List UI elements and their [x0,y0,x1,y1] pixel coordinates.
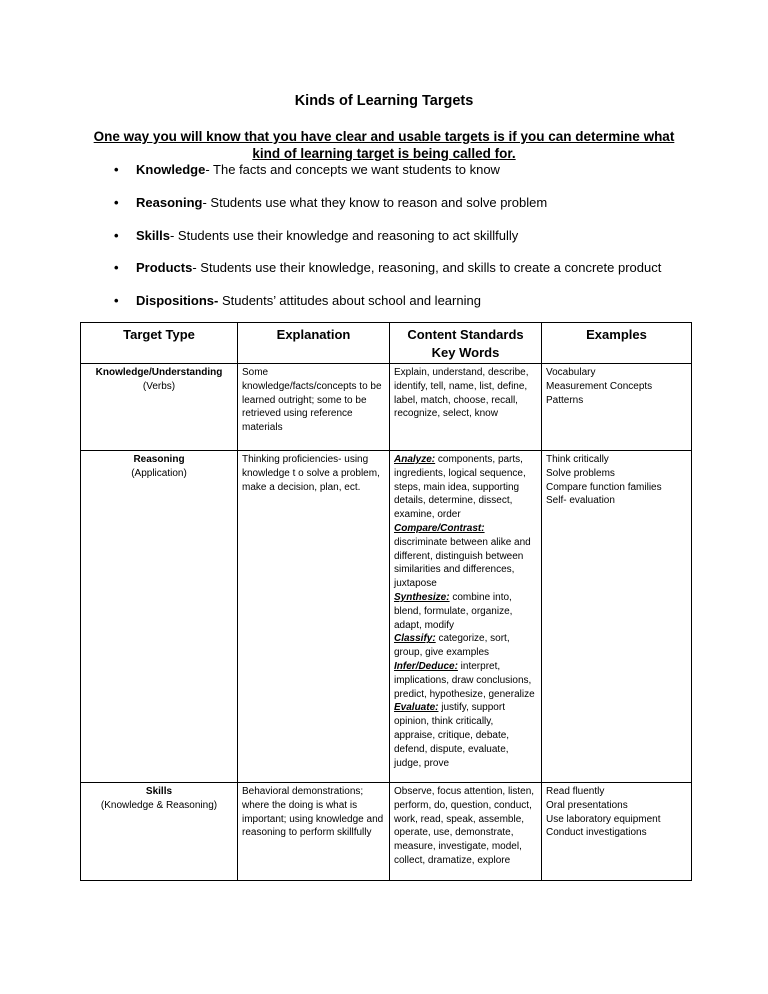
bullet-knowledge [114,162,500,177]
keyword-text: interpret, implications, draw conclusions, predict, hypothesize, generalize [394,660,535,700]
bullet-icon: • [114,162,119,177]
keyword-group-compare [394,522,537,591]
example-item: Vocabulary [546,367,596,378]
example-item: Read fluently [546,786,605,797]
bullet-text: - Students use their knowledge and reasoning to act skillfully [169,228,519,243]
keyword-text: combine into, blend, formulate, organize, adapt, modify [394,591,513,631]
target-type-sub: (Application) [131,467,187,479]
explanation-cell: Behavioral demonstrations; where the doing is what is important; using knowledge and reasoning to perform skillfully [238,783,390,881]
table-row [81,451,692,783]
bullet-text: Students’ attitudes about school and learning [218,293,481,308]
bullet-icon: • [114,228,119,243]
target-type-name: Skills [145,786,173,797]
header-content-standards [390,323,542,364]
example-item: Oral presentations [546,799,628,811]
keyword-group-analyze [394,453,537,522]
examples-cell [542,451,692,783]
header-content-standards-line1: Content Standards [407,327,524,342]
keyword-text: components, parts, ingredients, logical sequence, steps, main idea, supporting details, determine, dissect, examine, order [394,454,526,521]
keyword-group-classify [394,632,537,660]
example-item: Patterns [546,394,584,406]
keyword-label: Infer/Deduce: [394,660,458,672]
examples-cell [542,364,692,451]
bullet-text: - Students use their knowledge, reasoning, and skills to create a concrete product [192,260,662,275]
target-type-cell [81,364,238,451]
table-header-row [81,323,692,364]
header-explanation: Explanation [238,323,390,364]
table-row [81,364,692,451]
bullet-icon: • [114,195,119,210]
bullet-icon: • [114,293,119,308]
keyword-label: Compare/Contrast: [394,522,485,534]
page-title: Kinds of Learning Targets [294,93,474,109]
keyword-text: categorize, sort, group, give examples [394,633,510,659]
explanation-cell: Thinking proficiencies- using knowledge t o solve a problem, make a decision, plan, ect. [238,451,390,783]
bullet-dispositions [114,293,481,308]
bullet-term: Products [136,260,193,275]
bullet-text: - The facts and concepts we want students to know [205,162,500,177]
keywords-cell: Explain, understand, describe, identify, tell, name, list, define, label, match, choose, recall, recognize, select, know [390,364,542,451]
target-type-cell [81,451,238,783]
target-type-name: Reasoning [133,454,185,465]
bullet-term: Dispositions- [136,293,219,308]
target-type-sub: (Verbs) [142,380,176,392]
target-type-name: Knowledge/Understanding [95,367,223,378]
example-item: Think critically [546,454,609,465]
keywords-cell [390,451,542,783]
keyword-group-synthesize [394,591,537,632]
intro-statement: One way you will know that you have clear and usable targets is if you can determine what kind of learning target is being called for. [93,129,675,161]
bullet-skills [114,228,518,243]
keyword-label: Synthesize: [394,591,450,603]
examples-cell [542,783,692,881]
example-item: Solve problems [546,467,615,479]
example-item: Measurement Concepts [546,380,653,392]
keyword-label: Classify: [394,633,436,645]
keyword-label: Analyze: [394,454,436,465]
example-item: Self- evaluation [546,495,615,507]
bullet-reasoning [114,195,547,210]
bullet-term: Skills [136,228,170,243]
header-examples: Examples [542,323,692,364]
header-content-standards-line2: Key Words [431,345,500,360]
bullet-text: - Students use what they know to reason and solve problem [202,195,548,210]
target-type-sub: (Knowledge & Reasoning) [100,799,218,811]
example-item: Compare function families [546,481,662,493]
example-item: Conduct investigations [546,827,647,839]
keyword-text: justify, support opinion, think critically, appraise, critique, debate, defend, dispute, evaluate, judge, prove [394,702,510,769]
table-row [81,783,692,881]
keyword-group-evaluate [394,701,537,770]
explanation-cell: Some knowledge/facts/concepts to be learned outright; some to be retrieved using reference materials [238,364,390,451]
bullet-term: Reasoning [136,195,203,210]
bullet-term: Knowledge [136,162,206,177]
bullet-icon: • [114,260,119,275]
example-item: Use laboratory equipment [546,813,661,825]
learning-targets-table [80,322,692,881]
keyword-label: Evaluate: [394,702,439,714]
target-type-cell [81,783,238,881]
bullet-products [114,260,661,275]
keywords-cell: Observe, focus attention, listen, perform, do, question, conduct, work, read, speak, assemble, operate, use, demonstrate, measure, investigate, model, collect, dramatize, explore [390,783,542,881]
keyword-group-infer [394,660,537,701]
keyword-text: discriminate between alike and different, distinguish between similarities and differences, juxtapose [394,536,531,590]
header-target-type: Target Type [81,323,238,364]
